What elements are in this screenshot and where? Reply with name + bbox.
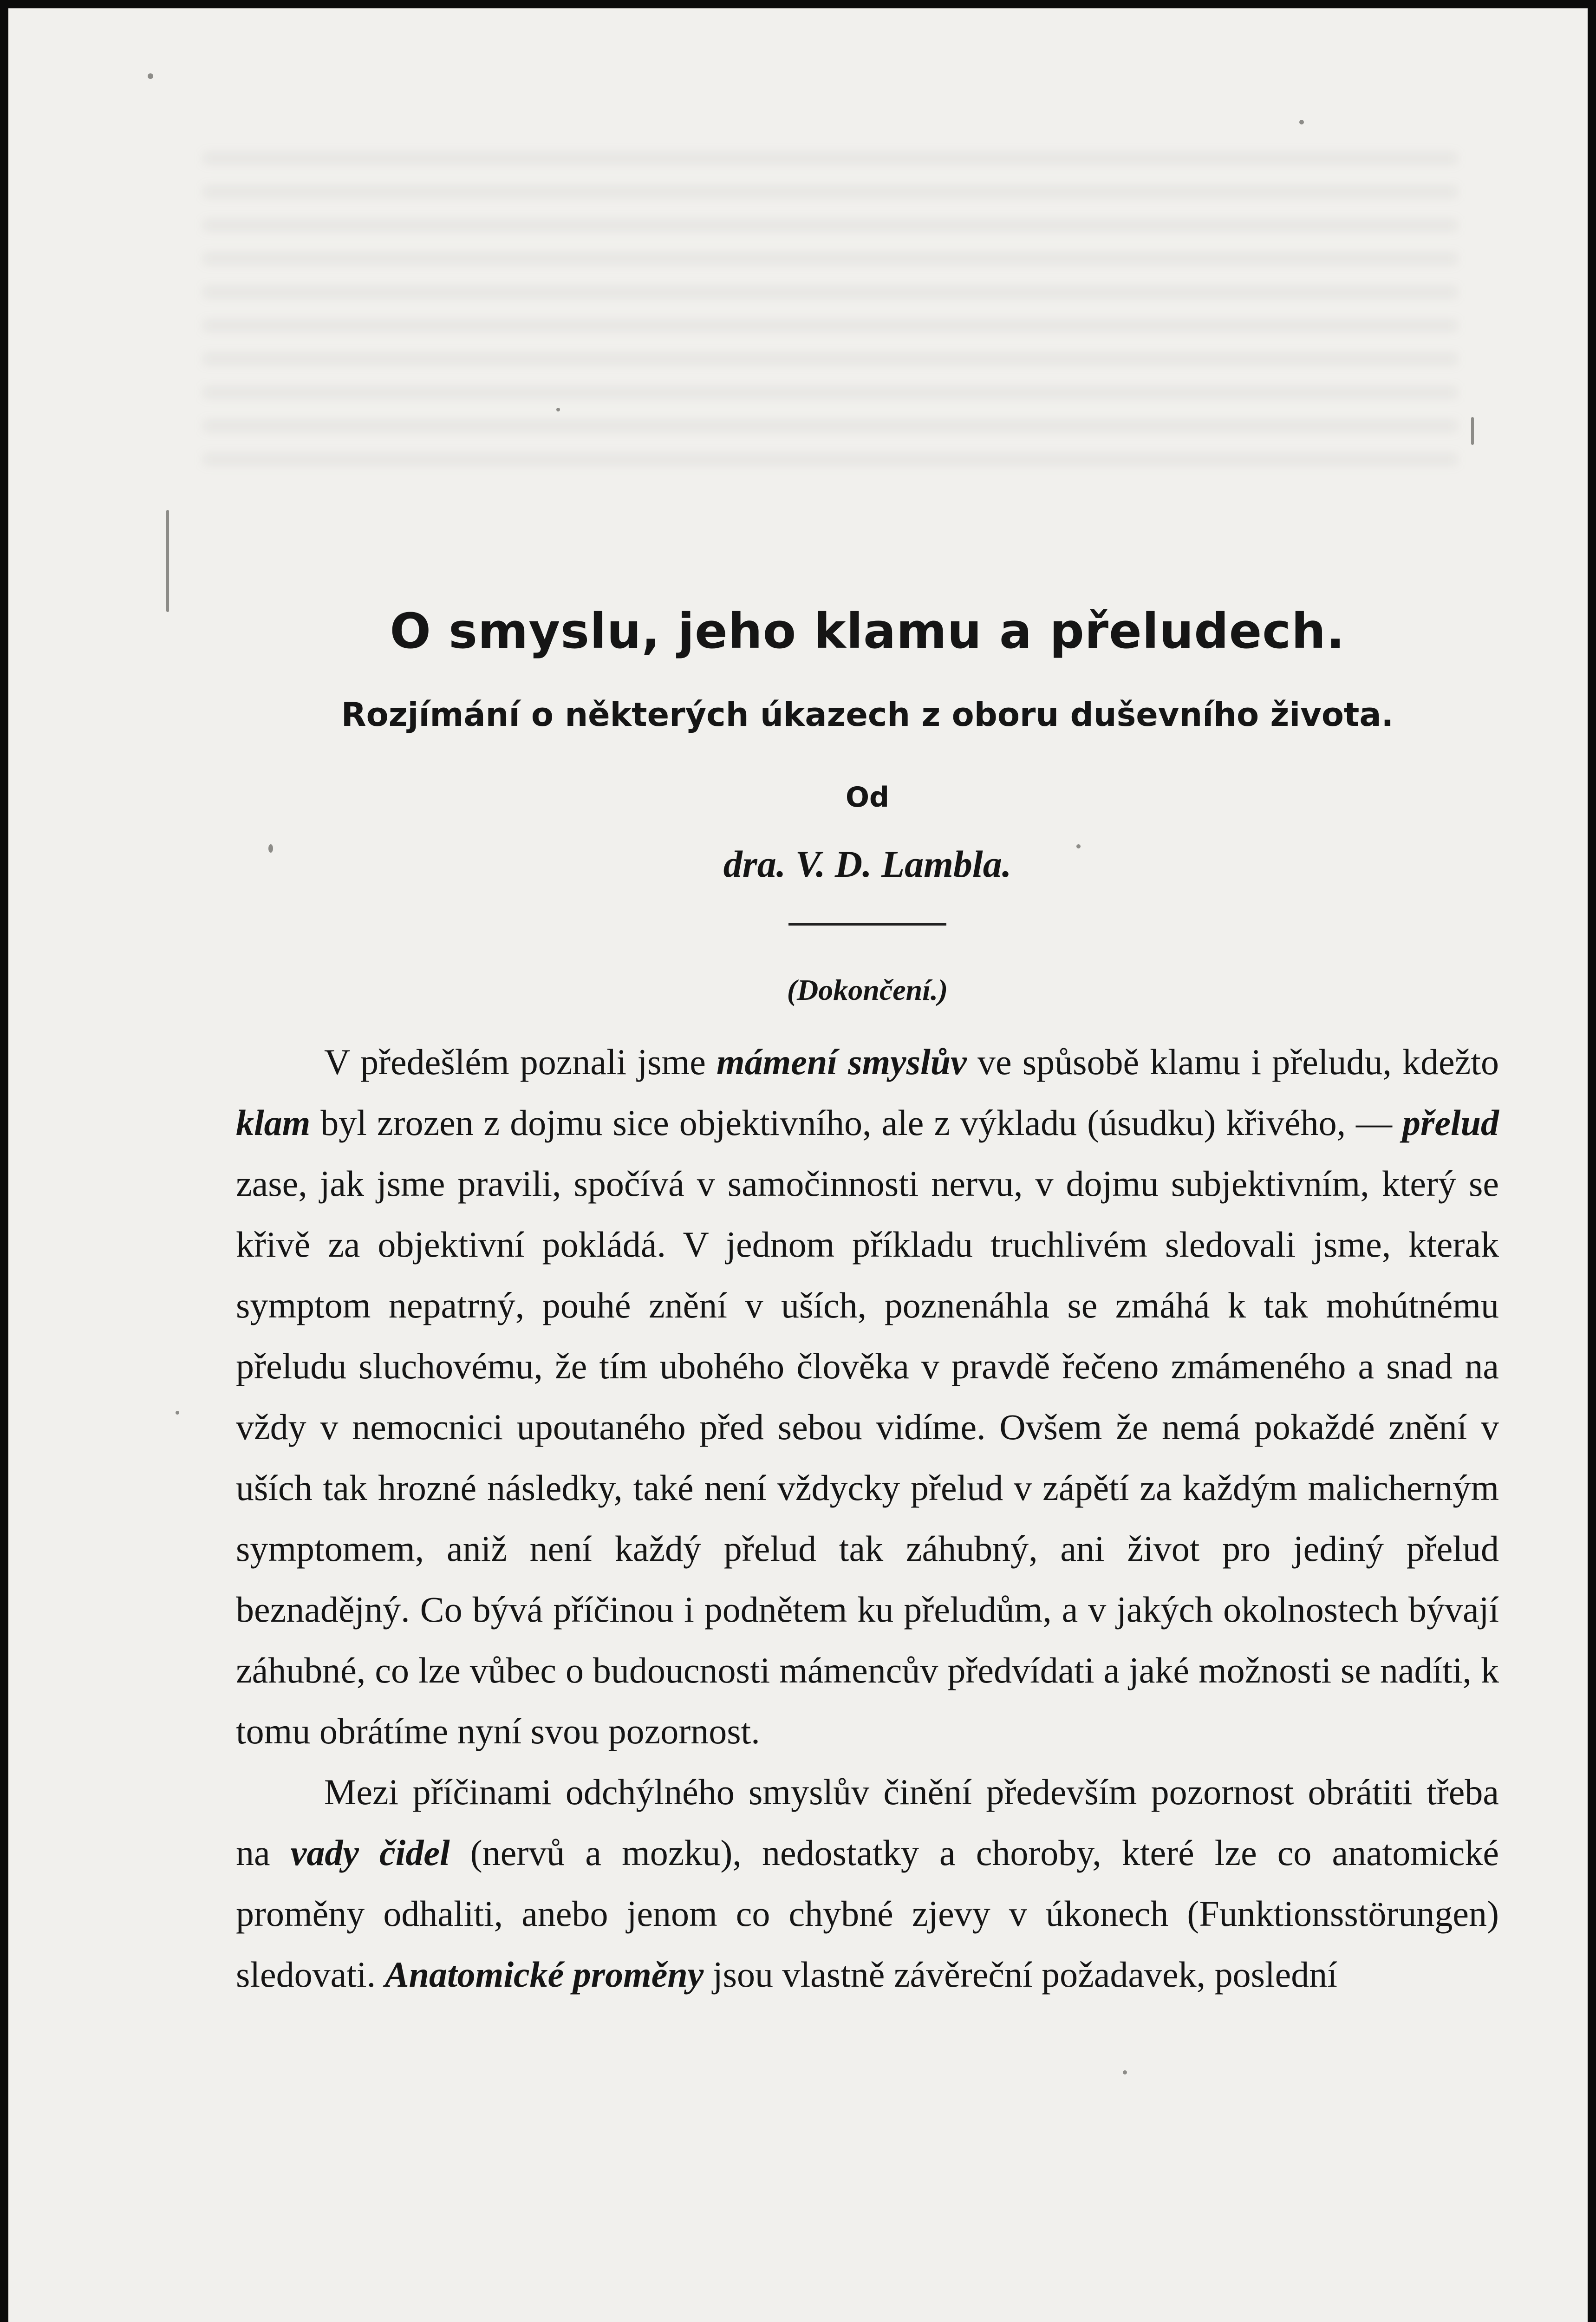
scan-speck	[556, 408, 560, 411]
scan-speck	[166, 510, 169, 612]
paragraph-1	[236, 1031, 1499, 1761]
text-run: Mezi příčinami odchýlného smyslův činění především pozornost obrátiti třeba na	[236, 1772, 1499, 1873]
emphasis-klam: klam	[236, 1102, 311, 1143]
scan-speck	[1471, 417, 1474, 445]
emphasis-mameni-smyslu: mámení smyslův	[716, 1042, 967, 1082]
text-run: jsou vlastně závěreční požadavek, poslední	[704, 1954, 1337, 1995]
bleed-through-shadow	[203, 152, 1457, 468]
text-run: ve spůsobě klamu i přeludu, kdežto	[966, 1042, 1499, 1082]
scanned-page	[8, 8, 1588, 2322]
byline: Od	[846, 781, 889, 814]
text-run: V předešlém poznali jsme	[324, 1042, 717, 1082]
emphasis-anatomicke-promeny: Anatomické proměny	[384, 1954, 704, 1995]
text-run: (nervů a mozku), nedostatky a choroby, které lze co anatomické proměny odhaliti, anebo jenom co chybné zjevy v úkonech (Funktionsstörungen) sledovati.	[236, 1833, 1499, 1995]
scan-speck	[176, 1411, 179, 1415]
article-column	[236, 603, 1499, 2005]
emphasis-vady-cidel: vady čidel	[290, 1833, 450, 1873]
author-name: dra. V. D. Lambla.	[723, 843, 1012, 885]
article-subtitle: Rozjímání o některých úkazech z oboru duševního života.	[341, 696, 1394, 734]
divider-rule	[788, 923, 946, 926]
continuation-note: (Dokončení.)	[787, 973, 948, 1006]
scan-speck	[1123, 2070, 1127, 2074]
text-run: byl zrozen z dojmu sice objektivního, ale z výkladu (úsudku) křivého, —	[310, 1102, 1402, 1143]
scan-speck	[148, 73, 153, 79]
paragraph-2	[236, 1761, 1499, 2005]
emphasis-prelud: přelud	[1402, 1102, 1499, 1143]
article-title: O smyslu, jeho klamu a přeludech.	[390, 603, 1345, 659]
scan-speck	[1299, 120, 1304, 124]
text-run: zase, jak jsme pravili, spočívá v samočinnosti nervu, v dojmu subjektivním, který se křivě za objektivní pokládá. V jednom příkladu truchlivém sledovali jsme, kterak symptom nepatrný, pouhé znění v uších, poznenáhla se zmáhá k tak mohútnému přeludu sluchovému, že tím ubohého člověka v pravdě řečeno zmámeného a snad na vždy v nemocnici upoutaného před sebou vidíme. Ovšem že nemá pokaždé znění v uších tak hrozné následky, také není vždycky přelud v zápětí za každým malicherným symptomem, aniž není každý přelud tak záhubný, ani život pro jediný přelud beznadějný. Co bývá příčinou i podnětem ku přeludům, a v jakých okolnostech bývají záhubné, co lze vůbec o budoucnosti mámencův předvídati a jaké možnosti se nadíti, k tomu obrátíme nyní svou pozornost.	[236, 1163, 1499, 1751]
